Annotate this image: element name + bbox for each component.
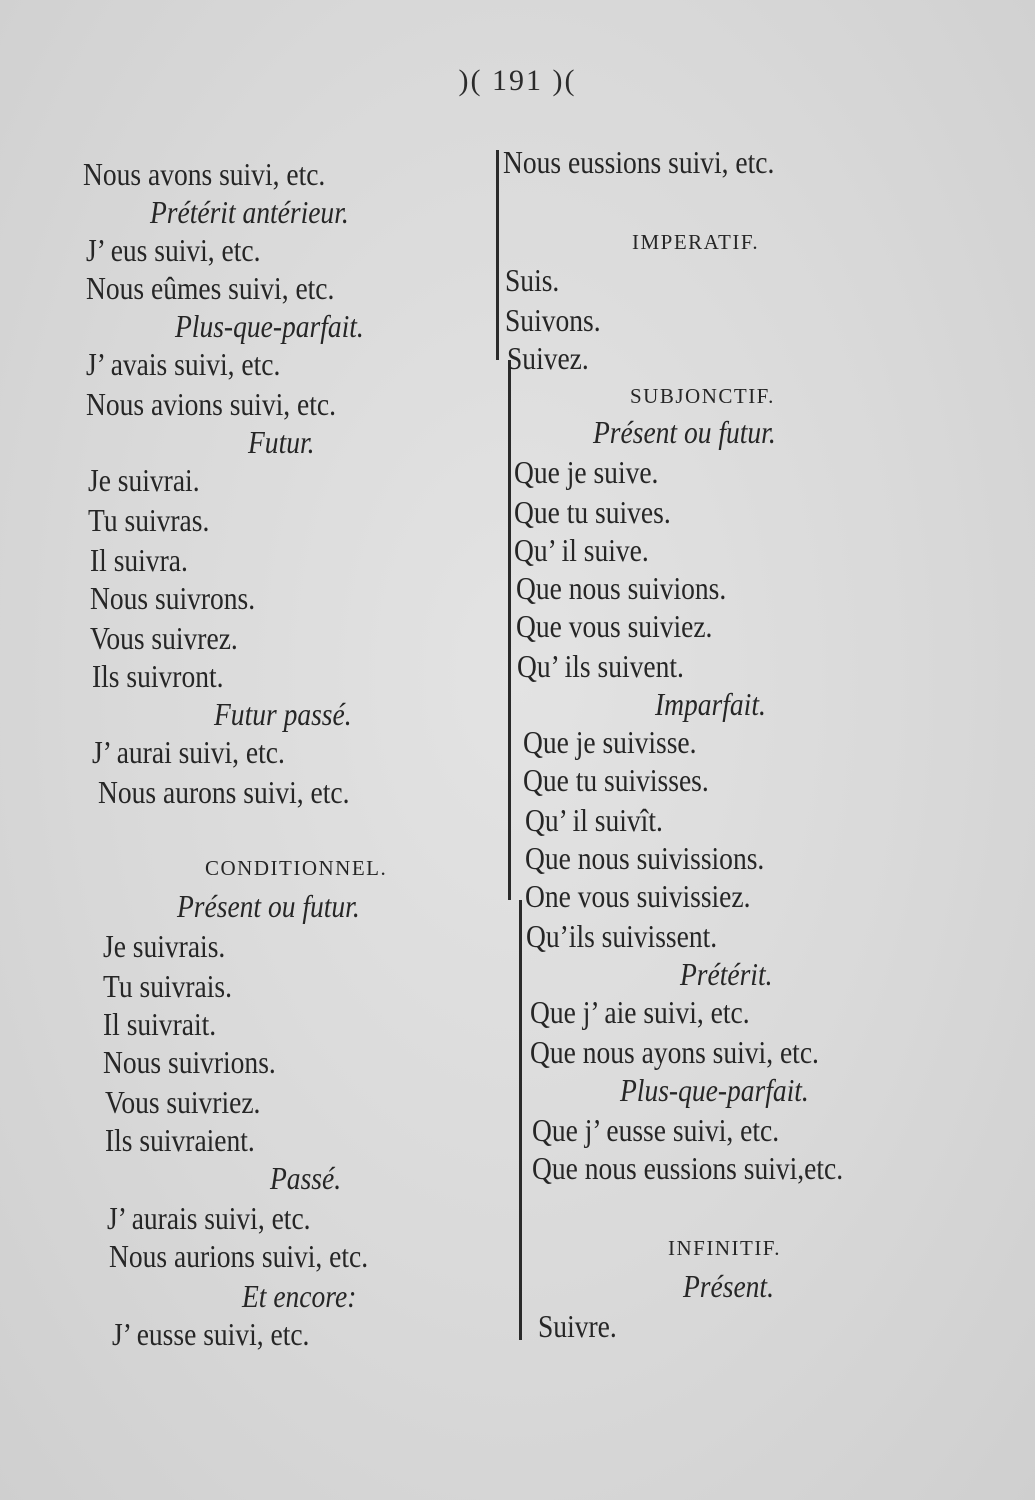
text-line: J’ aurai suivi, etc.: [92, 734, 285, 770]
text-line: Que tu suivisses.: [523, 762, 709, 798]
text-line: Que nous suivissions.: [525, 840, 765, 876]
text-line: Nous eussions suivi, etc.: [503, 144, 775, 180]
text-line: Nous eûmes suivi, etc.: [86, 270, 335, 306]
text-line: Tu suivras.: [88, 502, 210, 538]
text-line: Que j’ aie suivi, etc.: [530, 994, 750, 1030]
text-line: Il suivrait.: [103, 1006, 217, 1042]
mood-heading: SUBJONCTIF.: [630, 384, 775, 408]
text-line: Nous aurions suivi, etc.: [109, 1238, 369, 1274]
section-heading: Futur.: [248, 424, 315, 460]
section-heading: Présent.: [683, 1268, 774, 1304]
text-line: Suivons.: [505, 302, 601, 338]
text-line: Que j’ eusse suivi, etc.: [532, 1112, 780, 1148]
text-line: Suivez.: [507, 340, 589, 376]
text-line: J’ aurais suivi, etc.: [107, 1200, 311, 1236]
text-line: Que vous suiviez.: [516, 608, 713, 644]
text-line: Qu’ il suive.: [514, 532, 649, 568]
text-line: Qu’ ils suivent.: [517, 648, 684, 684]
section-heading: Prétérit antérieur.: [150, 194, 349, 230]
text-line: Que nous eussions suivi,etc.: [532, 1150, 844, 1186]
section-heading: Imparfait.: [655, 686, 766, 722]
section-heading: Présent ou futur.: [177, 888, 360, 924]
text-line: Nous aurons suivi, etc.: [98, 774, 350, 810]
text-line: Vous suivriez.: [105, 1084, 261, 1120]
text-line: J’ eus suivi, etc.: [86, 232, 261, 268]
text-line: Nous suivrons.: [90, 580, 256, 616]
section-heading: Plus-que-parfait.: [175, 308, 364, 344]
section-heading: Plus-que-parfait.: [620, 1072, 809, 1108]
text-line: Que je suive.: [514, 454, 659, 490]
text-line: Nous suivrions.: [103, 1044, 276, 1080]
text-line: Nous avons suivi, etc.: [83, 156, 326, 192]
text-line: Qu’ils suivissent.: [526, 918, 718, 954]
mood-heading: IMPERATIF.: [632, 230, 760, 254]
section-heading: Et encore:: [242, 1278, 357, 1314]
section-heading: Présent ou futur.: [593, 414, 776, 450]
text-line: J’ avais suivi, etc.: [86, 346, 281, 382]
text-line: Je suivrais.: [103, 928, 226, 964]
text-line: Ils suivraient.: [105, 1122, 255, 1158]
mood-heading: INFINITIF.: [668, 1236, 782, 1260]
text-line: Que nous suivions.: [516, 570, 727, 606]
text-line: Suivre.: [538, 1308, 617, 1344]
text-line: J’ eusse suivi, etc.: [112, 1316, 310, 1352]
text-line: Que nous ayons suivi, etc.: [530, 1034, 819, 1070]
text-line: Qu’ il suivît.: [525, 802, 663, 838]
text-line: Ils suivront.: [92, 658, 224, 694]
text-line: Il suivra.: [90, 542, 188, 578]
text-line: Que je suivisse.: [523, 724, 697, 760]
section-heading: Futur passé.: [214, 696, 352, 732]
section-heading: Passé.: [270, 1160, 342, 1196]
text-line: Que tu suives.: [514, 494, 671, 530]
text-line: Suis.: [505, 262, 560, 298]
text-line: Nous avions suivi, etc.: [86, 386, 336, 422]
mood-heading: CONDITIONNEL.: [205, 856, 388, 880]
text-line: Tu suivrais.: [103, 968, 232, 1004]
section-heading: Prétérit.: [680, 956, 773, 992]
text-line: Vous suivrez.: [90, 620, 238, 656]
text-line: One vous suivissiez.: [525, 878, 751, 914]
page-number: )( 191 )(: [458, 64, 577, 97]
text-line: Je suivrai.: [88, 462, 200, 498]
